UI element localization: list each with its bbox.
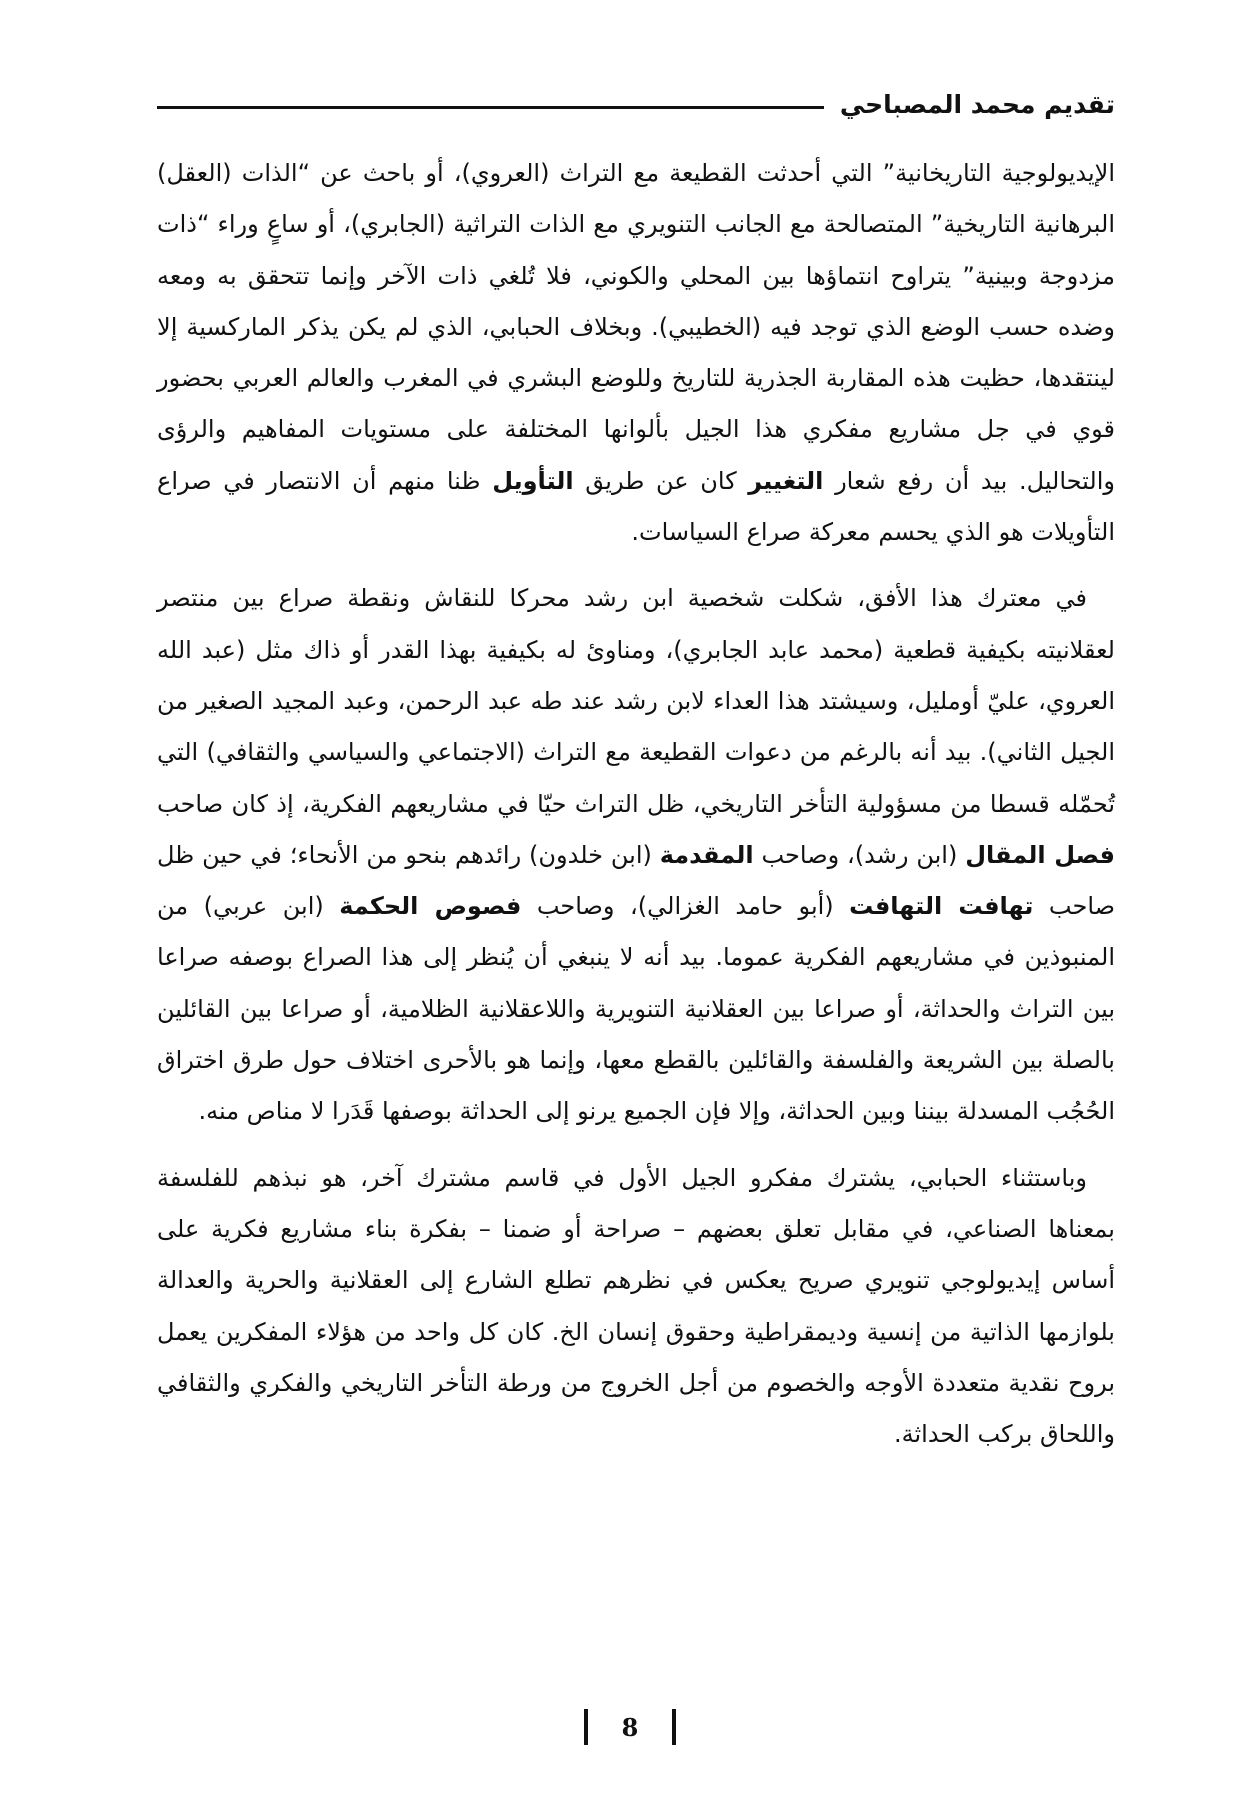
header-title: تقديم محمد المصباحي	[839, 89, 1115, 119]
body-text	[157, 148, 1115, 1460]
book-title: فصل المقال	[965, 840, 1116, 869]
book-title: تهافت التهافت	[849, 892, 1034, 921]
text-run: (ابن خلدون) رائدهم بنحو من الأنحاء؛ في حين ظل صاحب	[157, 840, 1116, 921]
text-run: (ابن عربي) من المنبوذين في مشاريعهم الفكرية عموما. بيد أنه لا ينبغي أن يُنظر إلى هذا الصراع بوصفه صراعا بين التراث والحداثة، أو صراعا بين العقلانية التنويرية واللاعقلانية الظلامية، أو صراعا بين القائلين بالصلة بين الشريعة والفلسفة والقائلين بالقطع معها، وإنما هو بالأحرى اختلاف حول طرق اختراق الحُجُب المسدلة بيننا وبين الحداثة، وإلا فإن الجميع يرنو إلى الحداثة بوصفها قَدَرا لا مناص منه.	[157, 892, 1115, 1126]
text-run: في معترك هذا الأفق، شكلت شخصية ابن رشد محركا للنقاش ونقطة صراع بين منتصر لعقلانيته بكيفية قطعية (محمد عابد الجابري)، ومناوئ له بكيفية بهذا القدر أو ذاك مثل (عبد الله العروي، عليّ أومليل، وسيشتد هذا العداء لابن رشد عند طه عبد الرحمن، وعبد المجيد الصغير من الجيل الثاني). بيد أنه بالرغم من دعوات القطيعة مع التراث (الاجتماعي والسياسي والثقافي) التي تُحمّله قسطا من مسؤولية التأخر التاريخي، ظل التراث حيّا في مشاريعهم الفكرية، إذ كان صاحب	[157, 584, 1115, 818]
text-run: (ابن رشد)، وصاحب	[753, 840, 966, 869]
page-footer	[0, 1709, 1260, 1745]
header-rule	[157, 106, 824, 109]
folio-bar-left	[584, 1709, 588, 1745]
folio-bar-right	[672, 1709, 676, 1745]
text-run: الإيديولوجية التاريخانية” التي أحدثت القطيعة مع التراث (العروي)، أو باحث عن “الذات (العقل) البرهانية التاريخية” المتصالحة مع الجانب التنويري مع الذات التراثية (الجابري)، أو ساعٍ وراء “ذات مزدوجة وبينية” يتراوح انتماؤها بين المحلي والكوني، فلا تُلغي ذات الآخر وإنما تتحقق به ومعه وضده حسب الوضع الذي توجد فيه (الخطيبي). وبخلاف الحبابي، الذي لم يكن يذكر الماركسية إلا لينتقدها، حظيت هذه المقاربة الجذرية للتاريخ وللوضع البشري في المغرب والعالم العربي بحضور قوي في جل مشاريع مفكري هذا الجيل بألوانها المختلفة على مستويات المفاهيم والرؤى والتحاليل. بيد أن رفع شعار	[157, 159, 1115, 495]
text-run: وباستثناء الحبابي، يشترك مفكرو الجيل الأول في قاسم مشترك آخر، هو نبذهم للفلسفة بمعناها الصناعي، في مقابل تعلق بعضهم – صراحة أو ضمنا – بفكرة بناء مشاريع فكرية على أساس إيديولوجي تنويري صريح يعكس في نظرهم تطلع الشارع إلى العقلانية والحرية والعدالة بلوازمها الذاتية من إنسية وديمقراطية وحقوق إنسان الخ. كان كل واحد من هؤلاء المفكرين يعمل بروح نقدية متعددة الأوجه والخصوم من أجل الخروج من ورطة التأخر التاريخي والفكري والثقافي واللحاق بركب الحداثة.	[157, 1163, 1115, 1449]
book-title: فصوص الحكمة	[339, 892, 522, 921]
page-number: 8	[621, 1712, 639, 1742]
bold-term: التغيير	[748, 466, 824, 495]
paragraph-3	[157, 1153, 1115, 1461]
book-title: المقدمة	[659, 840, 754, 869]
paragraph-2	[157, 573, 1115, 1137]
bold-term: التأويل	[492, 466, 574, 495]
text-run: (أبو حامد الغزالي)، وصاحب	[521, 892, 850, 921]
text-run: كان عن طريق	[573, 466, 749, 495]
paragraph-1	[157, 148, 1115, 558]
text-run: ظنا منهم أن الانتصار في صراع التأويلات هو الذي يحسم معركة صراع السياسات.	[157, 466, 1115, 547]
running-header	[157, 84, 1115, 124]
